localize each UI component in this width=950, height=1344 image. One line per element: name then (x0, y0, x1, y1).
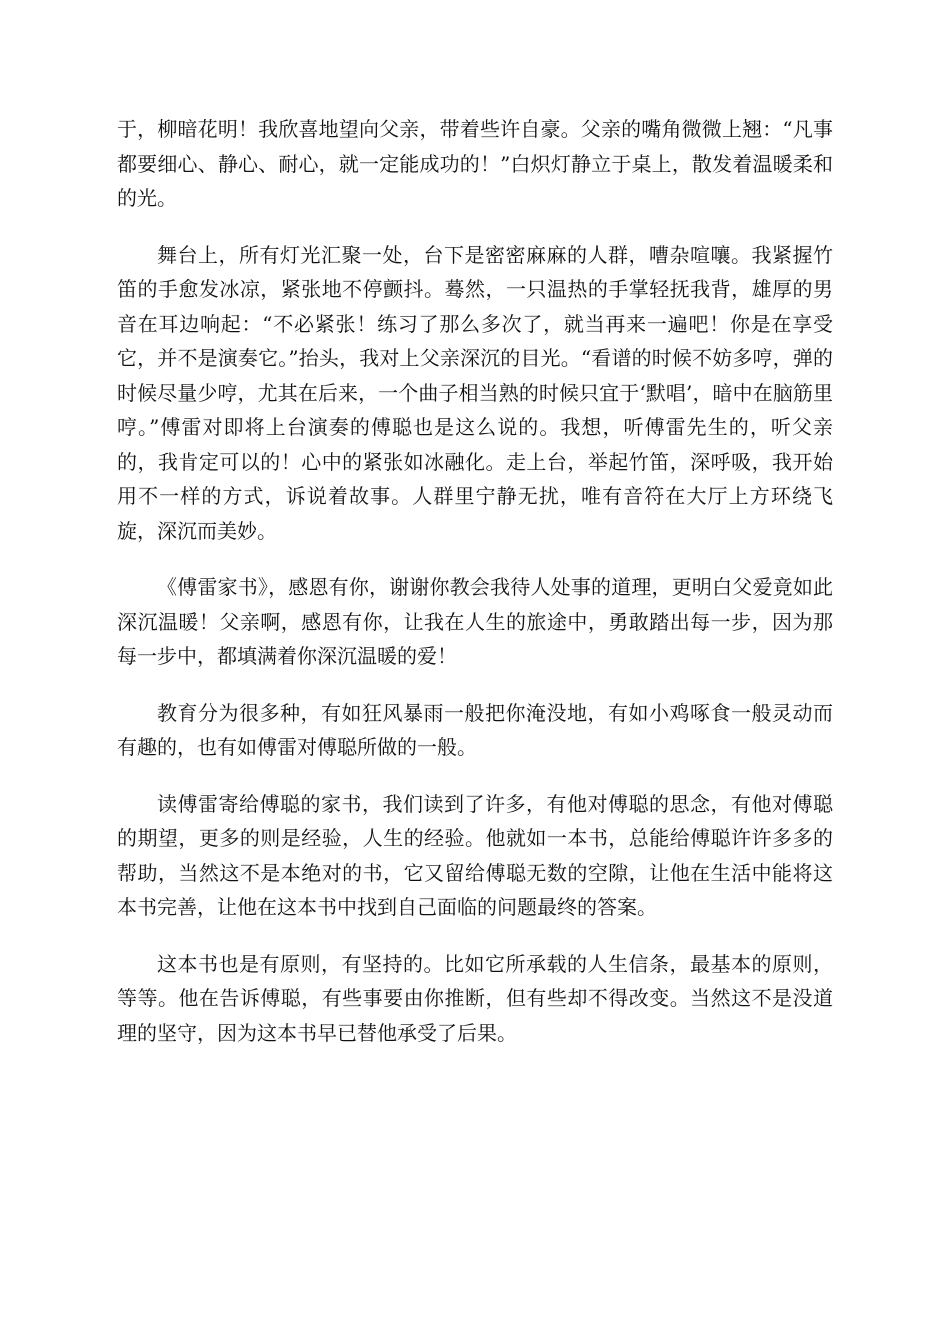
paragraph-4: 教育分为很多种，有如狂风暴雨一般把你淹没地，有如小鸡啄食一般灵动而有趣的，也有如傅雷对傅聪所做的一般。 (117, 700, 833, 759)
paragraph-6: 这本书也是有原则，有坚持的。比如它所承载的人生信条，最基本的原则，等等。他在告诉傅聪，有些事要由你推断，但有些却不得改变。当然这不是没道理的坚守，因为这本书早已替他承受了后果。 (117, 951, 833, 1045)
paragraph-1: 于，柳暗花明！我欣喜地望向父亲，带着些许自豪。父亲的嘴角微微上翘：“凡事都要细心、静心、耐心，就一定能成功的！”白炽灯静立于桌上，散发着温暖柔和的光。 (117, 117, 833, 210)
paragraph-5: 读傅雷寄给傅聪的家书，我们读到了许多，有他对傅聪的思念，有他对傅聪的期望，更多的则是经验，人生的经验。他就如一本书，总能给傅聪许许多多的帮助，当然这不是本绝对的书，它又留给傅聪无数的空隙，让他在生活中能将这本书完善，让他在这本书中找到自己面临的问题最终的答案。 (117, 791, 833, 919)
paragraph-3: 《傅雷家书》，感恩有你，谢谢你教会我待人处事的道理，更明白父爱竟如此深沉温暖！父亲啊，感恩有你，让我在人生的旅途中，勇敢踏出每一步，因为那每一步中，都填满着你深沉温暖的爱！ (117, 575, 833, 668)
document-page (117, 112, 833, 1072)
paragraph-2: 舞台上，所有灯光汇聚一处，台下是密密麻麻的人群，嘈杂喧嚷。我紧握竹笛的手愈发冰凉，紧张地不停颤抖。蓦然，一只温热的手掌轻抚我背，雄厚的男音在耳边响起：“不必紧张！练习了那么多次了，就当再来一遍吧！你是在享受它，并不是演奏它。”抬头，我对上父亲深沉的目光。“看谱的时候不妨多哼，弹的时候尽量少哼，尤其在后来，一个曲子相当熟的时候只宜于‘默唱’，暗中在脑筋里哼。”傅雷对即将上台演奏的傅聪也是这么说的。我想，听傅雷先生的，听父亲的，我肯定可以的！心中的紧张如冰融化。走上台，举起竹笛，深呼吸，我开始用不一样的方式，诉说着故事。人群里宁静无扰，唯有音符在大厅上方环绕飞旋，深沉而美妙。 (117, 242, 833, 543)
